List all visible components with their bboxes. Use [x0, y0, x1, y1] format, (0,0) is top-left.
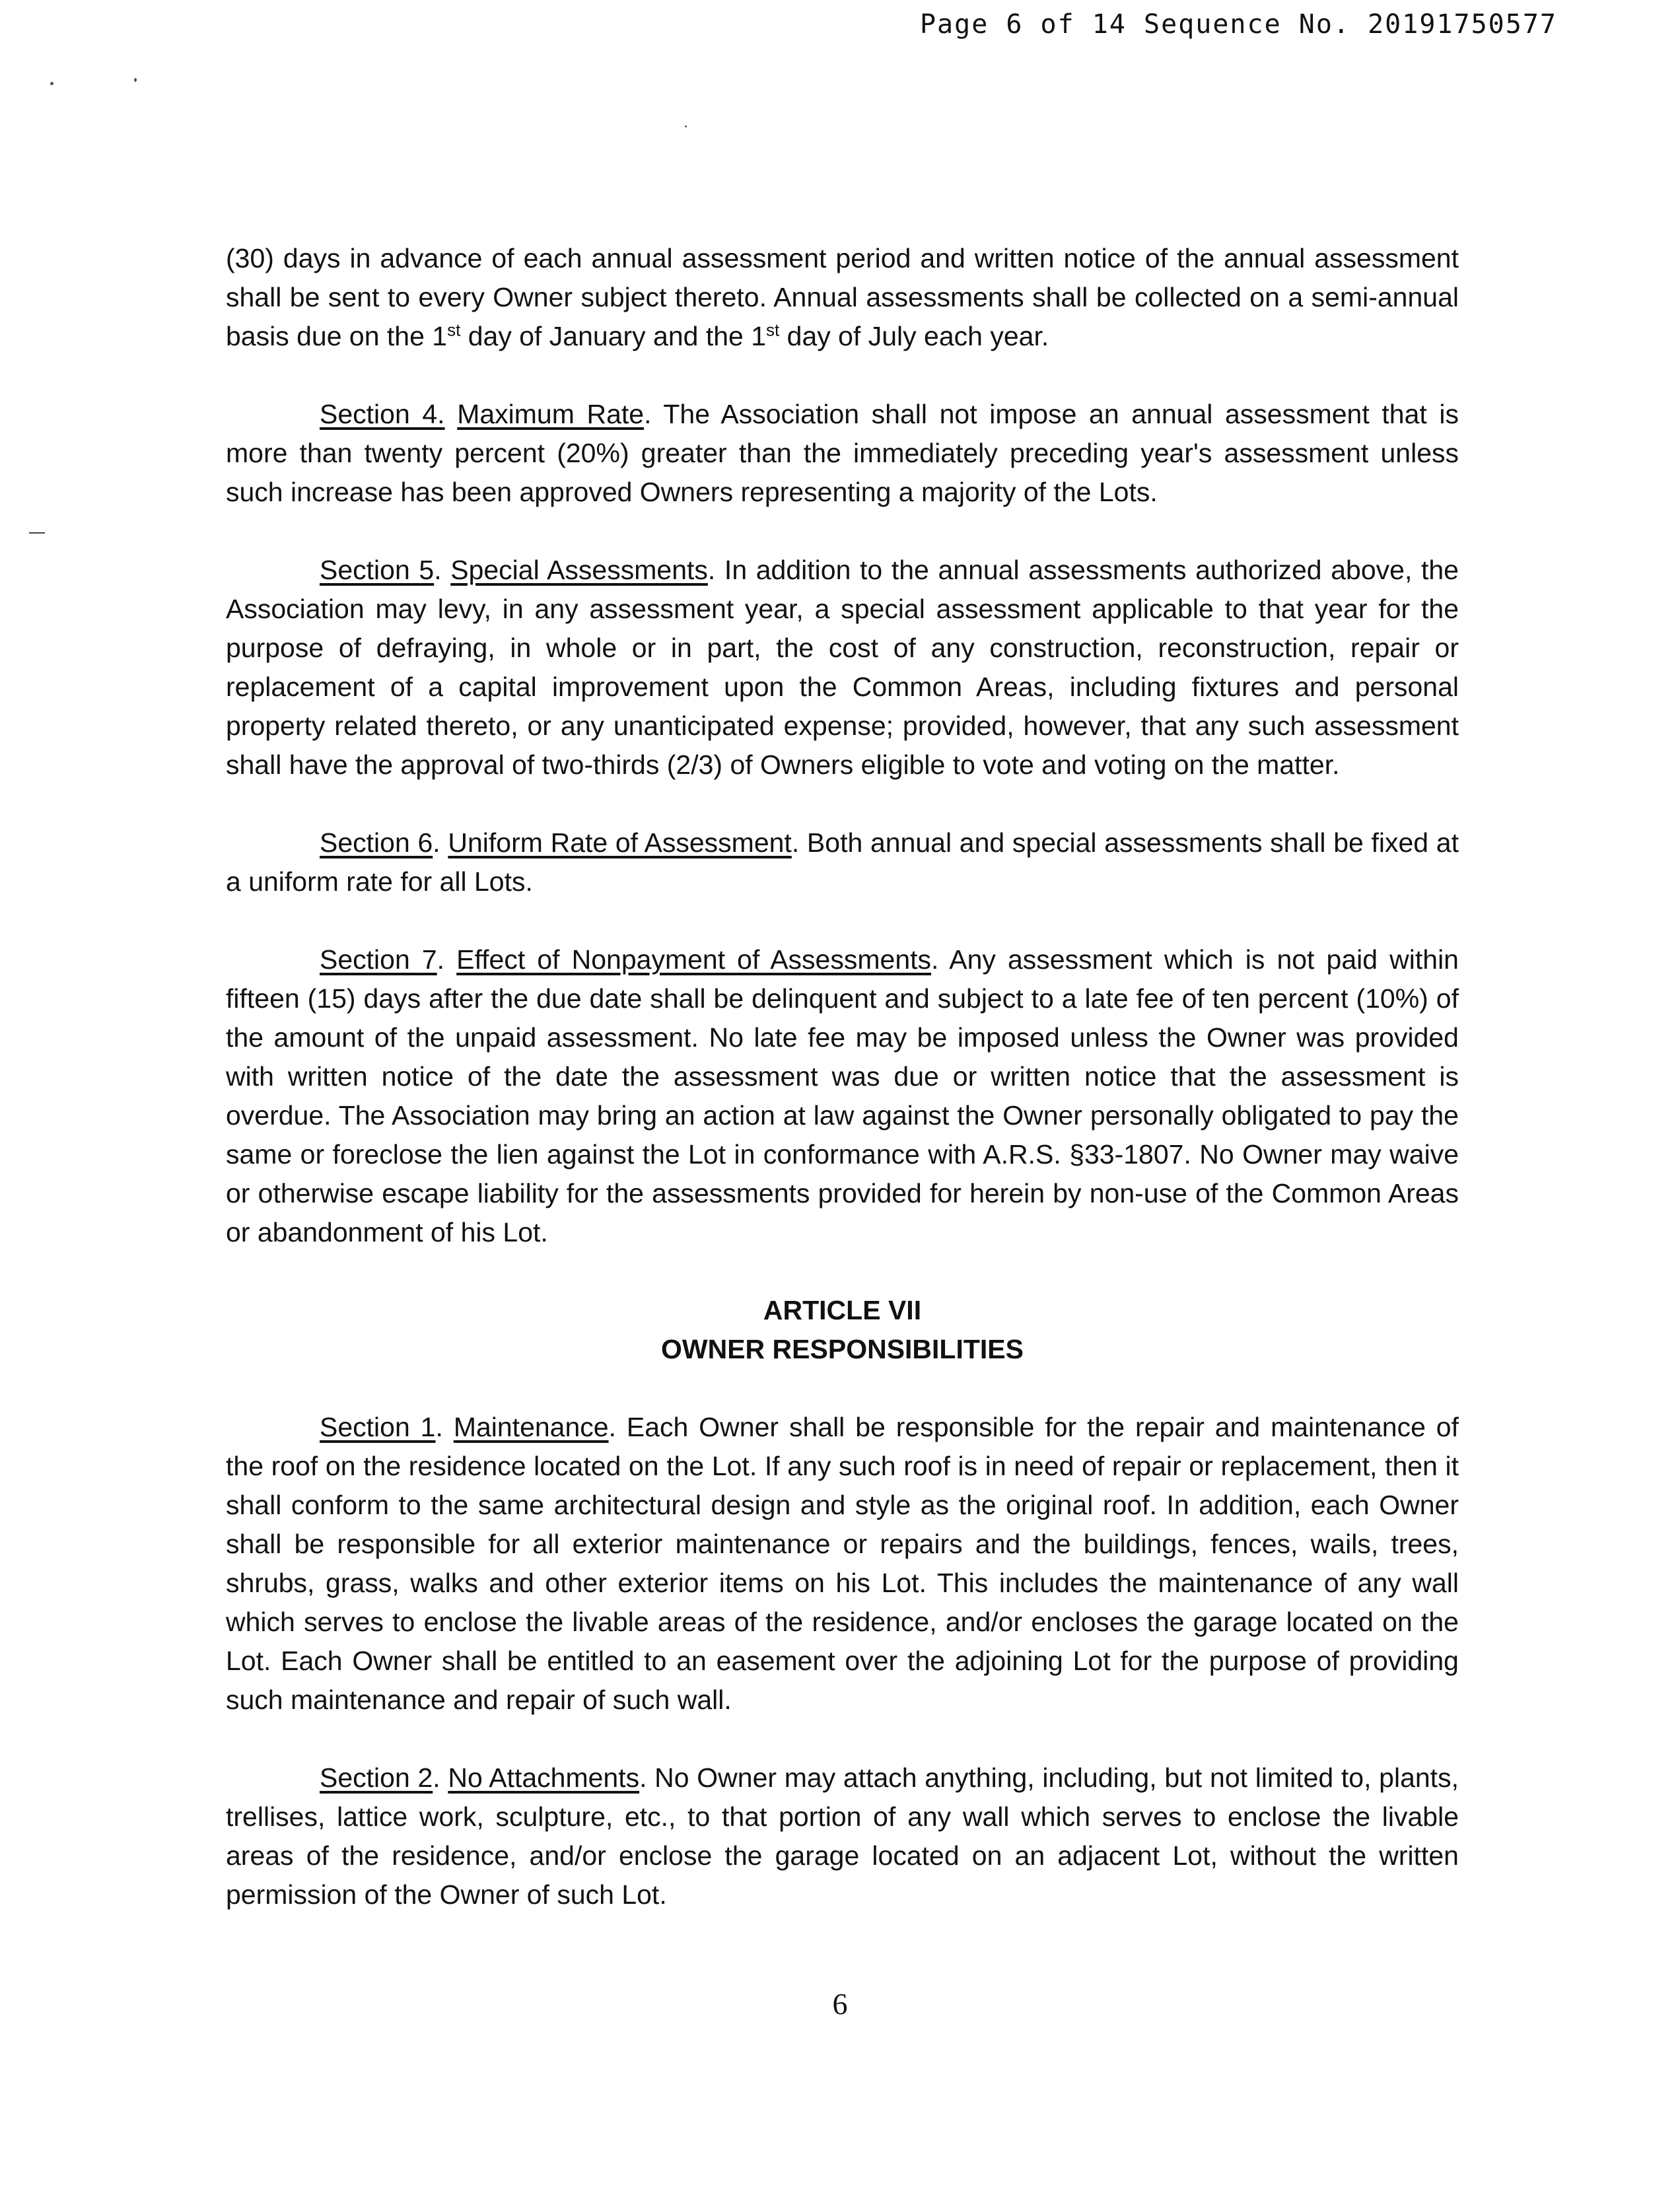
section-number: Section 5 — [320, 555, 435, 585]
section-text: . Each Owner shall be responsible for the repair and maintenance of the roof on the residence located on the Lot. If any such roof is in need of repair or replacement, then it shall conform to the same architectural design and style as the original roof. In addition, each Owner shall be responsible for all exterior maintenance or repairs and the buildings, fences, wails, trees, shrubs, grass, walks and other exterior items on his Lot. This includes the maintenance of any wall which serves to enclose the livable areas of the residence, and/or encloses the garage located on the Lot. Each Owner shall be entitled to an easement over the adjoining Lot for the purpose of providing such maintenance and repair of such wall. — [226, 1412, 1459, 1715]
section-text: . No Owner may attach anything, including, but not limited to, plants, trellises, lattice work, sculpture, etc., to that portion of any wall which serves to enclose the livable areas of the residence, and/or enclose the garage located on an adjacent Lot, without the written permission of the Owner of such Lot. — [226, 1763, 1459, 1910]
continuation-text: day of January and the 1 — [460, 321, 767, 351]
page-number: 6 — [832, 1987, 848, 2021]
scan-speck — [50, 82, 53, 85]
article-label: ARTICLE VII — [763, 1295, 922, 1325]
continuation-paragraph — [226, 239, 1459, 356]
section-title: Maximum Rate — [457, 399, 645, 429]
scan-margin-mark — [29, 532, 45, 534]
section-text: . In addition to the annual assessments authorized above, the Association may levy, in any assessment year, a special assessment applicable to that year for the purpose of defraying, in whole or in part, the cost of any construction, reconstruction, repair or replacement of a capital improvement upon the Common Areas, including fixtures and personal property related thereto, or any unanticipated expense; provided, however, that any such assessment shall have the approval of two-thirds (2/3) of Owners eligible to vote and voting on the matter. — [226, 555, 1459, 780]
article-7-section-2-paragraph: Section 2. No Attachments. No Owner may attach anything, including, but not limited to, plants, trellises, lattice work, sculpture, etc., to that portion of any wall which serves to enclose the livable areas of the residence, and/or enclose the garage located on an adjacent Lot, without the written permission of the Owner of such Lot. — [226, 1763, 1459, 1910]
section-number: Section 6 — [320, 827, 433, 858]
section-5-paragraph: Section 5. Special Assessments. In addition to the annual assessments authorized above, the Association may levy, in any assessment year, a special assessment applicable to that year for the purpose of defraying, in whole or in part, the cost of any construction, reconstruction, repair or replacement of a capital improvement upon the Common Areas, including fixtures and personal property related thereto, or any unanticipated expense; provided, however, that any such assessment shall have the approval of two-thirds (2/3) of Owners eligible to vote and voting on the matter. — [226, 555, 1459, 780]
section-number: Section 1 — [320, 1412, 436, 1442]
section-6-paragraph: Section 6. Uniform Rate of Assessment. Both annual and special assessments shall be fixed at a uniform rate for all Lots. — [226, 827, 1459, 897]
section-number: Section 7 — [320, 944, 437, 975]
section-title: Uniform Rate of Assessment — [448, 827, 792, 858]
section-title: Maintenance — [453, 1412, 609, 1442]
page-sequence-stamp: Page 6 of 14 Sequence No. 20191750577 — [919, 9, 1557, 40]
section-4-paragraph — [226, 395, 1459, 512]
scan-speck — [134, 78, 137, 82]
section-7-paragraph: Section 7. Effect of Nonpayment of Assessments. Any assessment which is not paid within fifteen (15) days after the due date shall be delinquent and subject to a late fee of ten percent (10%) of the amount of the unpaid assessment. No late fee may be imposed unless the Owner was provided with written notice of the date the assessment was due or written notice that the assessment is overdue. The Association may bring an action at law against the Owner personally obligated to pay the same or foreclose the lien against the Lot in conformance with A.R.S. §33-1807. No Owner may waive or otherwise escape liability for the assessments provided for herein by non-use of the Common Areas or abandonment of his Lot. — [226, 944, 1459, 1247]
section-title: Special Assessments — [450, 555, 708, 585]
document-body — [226, 239, 1459, 1953]
continuation-text: (30) days in advance of each annual assessment period and written notice of the annual assessment shall be sent to every Owner subject thereto. Annual assessments shall be collected on a semi-annual basis due on the 1 — [226, 243, 1459, 351]
scan-speck — [685, 125, 687, 127]
section-text: . The Association shall not impose an annual assessment that is more than twenty percent (20%) greater than the immediately preceding year's assessment unless such increase has been approved Owners representing a majority of the Lots. — [226, 399, 1459, 507]
section-title: No Attachments — [448, 1763, 640, 1793]
section-number: Section 4. — [320, 399, 445, 429]
section-number: Section 2 — [320, 1763, 433, 1793]
ordinal-suffix: st — [447, 320, 461, 340]
article-title: OWNER RESPONSIBILITIES — [661, 1334, 1024, 1364]
article-7-section-1-paragraph: Section 1. Maintenance. Each Owner shall be responsible for the repair and maintenance of the roof on the residence located on the Lot. If any such roof is in need of repair or replacement, then it shall conform to the same architectural design and style as the original roof. In addition, each Owner shall be responsible for all exterior maintenance or repairs and the buildings, fences, wails, trees, shrubs, grass, walks and other exterior items on his Lot. This includes the maintenance of any wall which serves to enclose the livable areas of the residence, and/or encloses the garage located on the Lot. Each Owner shall be entitled to an easement over the adjoining Lot for the purpose of providing such maintenance and repair of such wall. — [226, 1412, 1459, 1715]
ordinal-suffix: st — [766, 320, 780, 340]
section-text: . Both annual and special assessments shall be fixed at a uniform rate for all Lots. — [226, 827, 1459, 897]
section-title: Effect of Nonpayment of Assessments — [456, 944, 932, 975]
continuation-text: day of July each year. — [779, 321, 1049, 351]
section-text: . Any assessment which is not paid within fifteen (15) days after the due date shall be delinquent and subject to a late fee of ten percent (10%) of the amount of the unpaid assessment. No late fee may be imposed unless the Owner was provided with written notice of the date the assessment was due or written notice that the assessment is overdue. The Association may bring an action at law against the Owner personally obligated to pay the same or foreclose the lien against the Lot in conformance with A.R.S. §33-1807. No Owner may waive or otherwise escape liability for the assessments provided for herein by non-use of the Common Areas or abandonment of his Lot. — [226, 944, 1459, 1247]
article-heading — [226, 1291, 1459, 1369]
